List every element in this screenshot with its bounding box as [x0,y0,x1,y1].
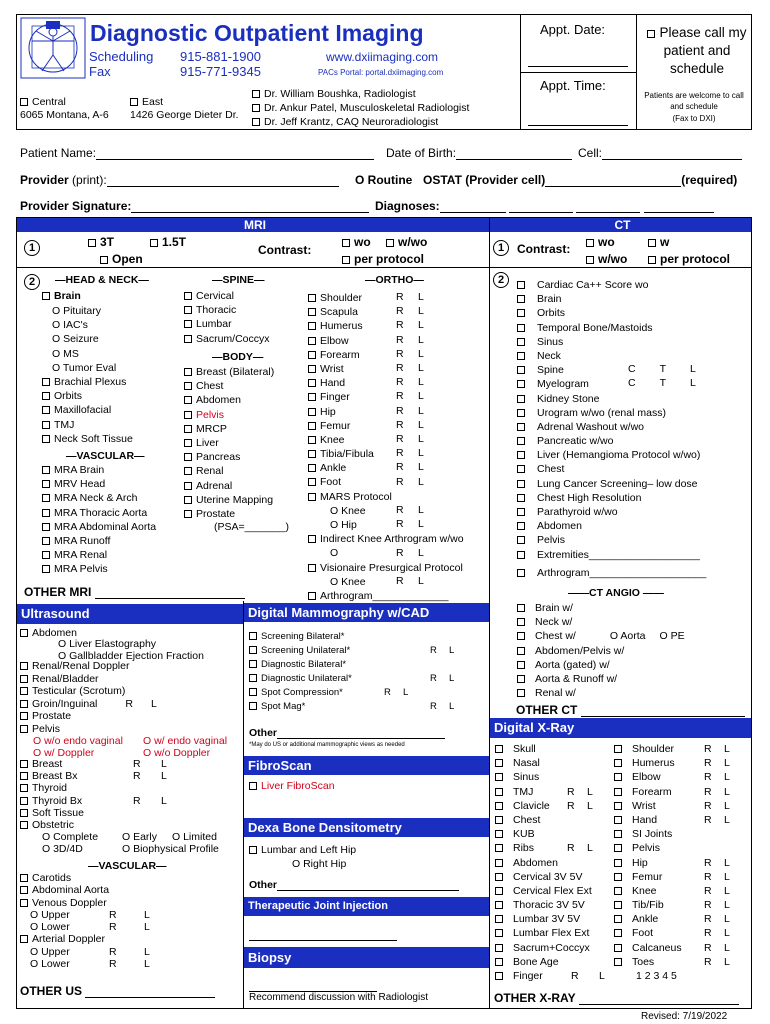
appt-time-label: Appt. Time: [540,78,606,93]
ct-angio-item[interactable]: Aorta (gated) w/ [517,658,685,672]
ortho-r-option[interactable]: R [396,319,404,332]
xray-item[interactable]: Shoulder R L [614,742,682,756]
xray-item[interactable]: Nasal [495,756,592,770]
vascular-item[interactable]: MRA Neck & Arch [42,491,156,505]
ct-item[interactable]: Abdomen [517,519,706,533]
us-item[interactable]: Prostate [20,710,157,723]
cell-field[interactable]: Cell: [578,146,742,160]
body-item[interactable]: Pelvis [184,408,274,422]
revised-date: Revised: 7/19/2022 [641,1011,728,1022]
scheduling-label: Scheduling [89,49,154,64]
ortho-item[interactable]: Elbow [308,334,464,348]
ortho-l-option[interactable]: L [418,305,424,318]
mri-vascular-heading: —VASCULAR— [66,450,145,462]
us-list-2 [20,758,167,831]
other-xray-field[interactable]: OTHER X-RAY [494,991,739,1005]
ortho-r-option[interactable]: R [396,305,404,318]
ortho-item[interactable]: Indirect Knee Arthrogram w/wo [308,532,464,546]
doctor-2[interactable]: Dr. Ankur Patel, Musculoskeletal Radiologist [252,102,469,114]
us-vasc-item[interactable]: Arterial Doppler [20,933,109,945]
spine-item[interactable]: Sacrum/Coccyx [184,332,270,346]
central-option[interactable]: Central [20,96,66,108]
ortho-item[interactable]: O Knee [330,504,366,517]
xray-item[interactable]: Ankle R L [614,912,682,926]
head-neck-heading: —HEAD & NECK— [55,274,149,286]
us-item[interactable]: Renal/Renal Doppler [20,660,157,673]
mri-contrast-wwo[interactable]: w/wo [386,235,427,249]
doctor-checkbox[interactable] [252,118,260,126]
ortho-l-option[interactable]: L [418,504,424,516]
mammo-item[interactable]: Diagnostic Unilateral* R L [249,672,352,686]
us-item[interactable]: Thyroid Bx R L [20,795,84,807]
mammo-list [249,630,455,714]
us-vasc-item[interactable]: O Lower R L [30,921,150,934]
mri-contrast-wo[interactable]: wo [342,235,371,249]
doctor-3[interactable]: Dr. Jeff Krantz, CAQ Neuroradiologist [252,116,438,128]
body-heading: —BODY— [212,351,264,363]
please-call-checkbox[interactable]: Please call my patient and schedule [645,24,749,78]
xray-item[interactable]: Tib/Fib R L [614,898,682,912]
ortho-l-option[interactable]: L [418,418,424,431]
ct-item[interactable]: Kidney Stone [517,392,706,406]
ortho-list [308,291,464,603]
ct-angio-item[interactable]: Neck w/ [517,615,685,629]
ct-wwo[interactable]: w/wo [586,252,627,266]
fax-label: Fax [89,64,111,79]
us-early[interactable]: O Early [122,831,158,843]
ortho-item[interactable]: O [330,547,339,560]
brain-sub-item[interactable]: O MS [52,347,79,360]
east-address: 1426 George Dieter Dr. [130,109,239,121]
ct-step-2: 2 [493,272,509,288]
provider-field[interactable]: Provider (print): [20,173,339,187]
central-checkbox[interactable] [20,98,28,106]
us-w-doppler[interactable]: O w/ Doppler [33,747,95,759]
ortho-r-option[interactable]: R [396,575,404,587]
ortho-item[interactable]: Humerus [308,319,464,333]
spine-item[interactable]: Lumbar [184,317,270,331]
ct-item[interactable]: Liver (Hemangioma Protocol w/wo) [517,448,706,462]
ct-item[interactable]: Arthrogram____________________ [517,566,706,580]
vascular-item[interactable]: MRA Runoff [42,534,156,548]
ortho-l-option[interactable]: L [418,461,424,474]
ortho-item[interactable]: O Knee [330,575,366,588]
liver-fibroscan[interactable]: Liver FibroScan [249,780,335,792]
ortho-item[interactable]: MARS Protocol [308,490,464,504]
xray-item[interactable]: Hand R L [614,813,682,827]
xray-item[interactable]: Lumbar 3V 5V [495,912,592,926]
us-list-1 [20,660,157,735]
ortho-item[interactable]: Foot [308,475,464,489]
xray-item[interactable]: Femur R L [614,870,682,884]
vascular-item[interactable]: MRA Renal [42,548,156,562]
ct-item[interactable]: Extremities___________________ [517,548,706,562]
ct-item[interactable]: Spine [517,363,706,377]
vascular-item[interactable]: MRV Head [42,477,156,491]
vascular-item[interactable]: MRA Abdominal Aorta [42,520,156,534]
xray-item[interactable]: Forearm R L [614,785,682,799]
spine-list [184,289,270,346]
xray-right-list [614,742,730,983]
xray-item[interactable]: Skull [495,742,592,756]
head-item[interactable]: Maxillofacial [42,403,133,417]
xray-item[interactable]: TMJ R L [495,785,592,799]
xray-toe-numbers[interactable]: 1 2 3 4 5 [636,970,677,982]
us-biophys[interactable]: O Biophysical Profile [122,843,219,855]
xray-item[interactable]: Chest [495,813,592,827]
spine-heading: —SPINE— [212,274,265,286]
fibroscan-header: FibroScan [244,756,489,775]
ct-per-protocol[interactable]: per protocol [648,252,730,266]
biopsy-recommend: Recommend discussion with Radiologist [249,992,428,1003]
tji-field[interactable] [249,940,397,941]
ct-w[interactable]: w [648,235,669,249]
ct-contrast-label: Contrast: [517,242,571,256]
xray-left-list [495,742,605,983]
ct-angio-item[interactable]: Brain w/ [517,601,685,615]
ortho-l-option[interactable]: L [418,291,424,303]
biopsy-header: Biopsy [244,947,489,968]
ortho-r-option[interactable]: R [396,390,404,403]
brain-sub-item[interactable]: O Tumor Eval [52,361,117,374]
doctor-checkbox[interactable] [252,104,260,112]
east-option[interactable]: East [130,96,163,108]
ortho-item[interactable]: Hip [308,405,464,419]
ortho-l-option[interactable]: L [418,319,424,332]
ortho-l-option[interactable]: L [418,333,424,346]
ct-list [517,278,706,580]
ortho-item[interactable]: Ankle [308,461,464,475]
ortho-l-option[interactable]: L [418,347,424,360]
xray-item[interactable]: Clavicle R L [495,799,592,813]
mammo-note: *May do US or additional mammographic views as needed [249,742,405,748]
ortho-r-option[interactable]: R [396,418,404,431]
us-3d4d[interactable]: O 3D/4D [42,843,83,855]
body-item[interactable]: Adrenal [184,479,274,493]
body-item[interactable]: Chest [184,379,274,393]
diagnoses-field[interactable]: Diagnoses: [375,199,714,213]
mri-open[interactable]: Open [100,252,143,266]
ortho-r-option[interactable]: R [396,504,404,516]
ct-item[interactable]: Myelogram [517,377,706,391]
mammo-item[interactable]: Screening Bilateral* [249,630,352,644]
dexa-lumbar[interactable]: Lumbar and Left Hip [249,844,356,856]
xray-item[interactable]: Lumbar Flex Ext [495,926,592,940]
mri-vascular-list [42,463,156,577]
vascular-item[interactable]: MRA Thoracic Aorta [42,506,156,520]
spine-item[interactable]: Cervical [184,289,270,303]
ct-angio-item[interactable]: Abdomen/Pelvis w/ [517,644,685,658]
ct-item[interactable]: Urogram w/wo (renal mass) [517,406,706,420]
mri-header: MRI [17,218,489,232]
ortho-item[interactable]: Finger [308,390,464,404]
us-item[interactable]: Soft Tissue [20,807,84,819]
us-item[interactable]: Groin/Inguinal R L [20,698,157,711]
logo [20,17,86,79]
us-wo-doppler[interactable]: O w/o Doppler [143,747,211,759]
us-w-endo[interactable]: O w/ endo vaginal [143,735,228,747]
us-gallbladder[interactable]: O Gallbladder Ejection Fraction [58,650,204,662]
ct-spine-ctl[interactable]: C T L [628,363,696,375]
ortho-l-option[interactable]: L [418,475,424,488]
us-wo-endo[interactable]: O w/o endo vaginal [33,735,123,747]
ct-item[interactable]: Lung Cancer Screening– low dose [517,477,706,491]
other-us-field[interactable]: OTHER US [20,984,215,998]
us-liver-elast[interactable]: O Liver Elastography [58,638,157,650]
other-ct-field[interactable]: OTHER CT [516,703,745,717]
routine-option[interactable]: O Routine [355,173,413,187]
brain-sub-item[interactable]: O Pituitary [52,305,102,317]
us-abdomen[interactable]: Abdomen [20,627,77,639]
us-vascular-heading: —VASCULAR— [88,860,167,872]
dexa-other-field[interactable]: Other [249,879,459,891]
us-vasc-item[interactable]: O Lower R L [30,958,150,971]
xray-item[interactable]: SI Joints [614,827,682,841]
spine-item[interactable]: Thoracic [184,303,270,317]
patient-name-field[interactable]: Patient Name: [20,146,374,160]
xray-item[interactable]: Cervical Flex Ext [495,884,592,898]
page-title: Diagnostic Outpatient Imaging [90,20,424,46]
ortho-item[interactable]: Scapula [308,305,464,319]
us-item[interactable]: Breast R L [20,758,84,770]
body-item[interactable]: Liver [184,436,274,450]
xray-item[interactable]: Pelvis [614,841,682,855]
ortho-l-option[interactable]: L [418,376,424,389]
ct-angio-list [517,601,685,700]
ortho-l-option[interactable]: L [418,546,424,559]
ortho-l-option[interactable]: L [418,433,424,445]
us-item[interactable]: Breast Bx R L [20,770,84,782]
ct-myelogram-ctl[interactable]: C T L [628,377,696,389]
ortho-item[interactable]: Wrist [308,362,464,376]
ortho-r-option[interactable]: R [396,347,404,360]
ortho-item[interactable]: Tibia/Fibula [308,447,464,461]
xray-item[interactable]: Knee R L [614,884,682,898]
central-address: 6065 Montana, A-6 [20,109,109,121]
scheduling-phone: 915-881-1900 [180,49,261,64]
ortho-l-option[interactable]: L [418,447,424,460]
head-item[interactable]: Orbits [42,389,133,403]
xray-item[interactable]: Thoracic 3V 5V [495,898,592,912]
xray-item[interactable]: Toes R L [614,955,682,969]
ct-item[interactable]: Sinus [517,335,706,349]
xray-item[interactable]: Ribs R L [495,841,592,855]
xray-item[interactable]: Bone Age [495,955,592,969]
ortho-r-option[interactable]: R [396,447,404,460]
fax-phone: 915-771-9345 [180,64,261,79]
ortho-r-option[interactable]: R [396,376,404,389]
xray-item[interactable]: Wrist R L [614,799,682,813]
mammo-item[interactable]: Spot Compression* R L [249,686,352,700]
ct-item[interactable]: Chest High Resolution [517,491,706,505]
east-checkbox[interactable] [130,98,138,106]
appt-date-label: Appt. Date: [540,22,606,37]
doctor-checkbox[interactable] [252,90,260,98]
ortho-r-option[interactable]: R [396,518,404,531]
ct-item[interactable]: Orbits [517,306,706,320]
mri-per-protocol[interactable]: per protocol [342,252,424,266]
ct-item[interactable]: Chest [517,462,706,476]
us-item[interactable]: Thyroid [20,782,84,794]
xray-item[interactable]: Abdomen [495,856,592,870]
ct-item[interactable]: Neck [517,349,706,363]
us-vasc-item[interactable]: Venous Doppler [20,897,109,909]
psa-field[interactable]: (PSA=_______) [214,521,290,533]
xray-item[interactable]: Elbow R L [614,770,682,784]
mammo-header: Digital Mammography w/CAD [244,603,489,622]
ct-item[interactable]: Brain [517,292,706,306]
head-item[interactable]: TMJ [42,418,133,432]
mri-3t[interactable]: 3T [88,235,114,249]
brain-sub-item[interactable]: O IAC's [52,319,88,332]
ortho-r-option[interactable]: R [396,475,404,488]
pacs-portal[interactable]: PACs Portal: portal.dxiimaging.com [318,68,444,77]
ortho-r-option[interactable]: R [396,546,404,559]
ct-item[interactable]: Cardiac Ca++ Score wo [517,278,706,292]
vascular-item[interactable]: MRA Brain [42,463,156,477]
ortho-l-option[interactable]: L [418,362,424,374]
ortho-r-option[interactable]: R [396,362,404,374]
head-item[interactable]: Brachial Plexus [42,375,133,389]
xray-item[interactable]: Calcaneus R L [614,941,682,955]
body-item[interactable]: Breast (Bilateral) [184,365,274,379]
brain-sub-list [52,304,116,375]
us-vasc-item[interactable]: Abdominal Aorta [20,884,109,896]
ct-angio-heading: ——CT ANGIO —— [568,587,664,599]
xray-item[interactable]: Foot R L [614,926,682,940]
fax-to-dxi: (Fax to DXI) [672,114,716,123]
tji-header: Therapeutic Joint Injection [244,897,489,916]
us-limited[interactable]: O Limited [172,831,217,843]
xray-item[interactable]: Cervical 3V 5V [495,870,592,884]
xray-item[interactable]: Humerus R L [614,756,682,770]
mammo-other-field[interactable]: Other [249,727,445,739]
mri-brain[interactable]: Brain [42,290,81,302]
ortho-l-option[interactable]: L [418,404,424,417]
body-list [184,365,274,521]
ortho-l-option[interactable]: L [418,518,424,531]
body-item[interactable]: Abdomen [184,393,274,407]
ortho-heading: —ORTHO— [365,274,424,286]
body-item[interactable]: Renal [184,464,274,478]
other-mri-field[interactable]: OTHER MRI [24,585,245,599]
website-link[interactable]: www.dxiimaging.com [326,50,439,64]
us-item[interactable]: Obstetric [20,819,84,831]
us-item[interactable]: Pelvis [20,723,157,736]
ortho-l-option[interactable]: L [418,390,424,403]
mri-15t[interactable]: 1.5T [150,235,186,249]
ortho-item[interactable]: Knee [308,433,464,447]
ct-item[interactable]: Pancreatic w/wo [517,434,706,448]
ct-angio-item[interactable]: Chest w/ O Aorta O PE [517,629,685,643]
xray-header: Digital X-Ray [490,718,751,738]
mammo-item[interactable]: Spot Mag* R L [249,700,352,714]
mammo-item[interactable]: Diagnostic Bilateral* [249,658,352,672]
ortho-item[interactable]: Hand [308,376,464,390]
head-item[interactable]: Neck Soft Tissue [42,432,133,446]
dexa-header: Dexa Bone Densitometry [244,818,489,837]
ortho-r-option[interactable]: R [396,433,404,445]
ct-item[interactable]: Adrenal Washout w/wo [517,420,706,434]
signature-field[interactable]: Provider Signature: [20,199,369,213]
us-vascular-list [20,872,150,971]
welcome-note: Patients are welcome to call and schedule [644,91,744,111]
ortho-item[interactable]: Shoulder [308,291,464,305]
appt-time-field[interactable] [528,125,628,126]
xray-item[interactable]: Sinus [495,770,592,784]
ortho-item[interactable]: Arthrogram_____________ [308,589,464,603]
stat-option[interactable]: OSTAT (Provider cell) (required) [423,173,738,187]
ct-item[interactable]: Pelvis [517,533,706,547]
head-items-list [42,375,133,446]
ortho-item[interactable]: Visionaire Presurgical Protocol [308,561,464,575]
mri-contrast-label: Contrast: [258,243,312,257]
ortho-item[interactable]: Forearm [308,348,464,362]
ortho-r-option[interactable]: R [396,333,404,346]
ct-step-1: 1 [493,240,509,256]
ortho-r-option[interactable]: R [396,404,404,417]
xray-item[interactable]: Finger R L [495,969,592,983]
dob-field[interactable]: Date of Birth: [386,146,572,160]
xray-item[interactable]: Sacrum+Coccyx [495,941,592,955]
ct-wo[interactable]: wo [586,235,615,249]
ortho-l-option[interactable]: L [418,575,424,587]
us-item[interactable]: Testicular (Scrotum) [20,685,157,698]
ct-angio-item[interactable]: Aorta & Runoff w/ [517,672,685,686]
vascular-item[interactable]: MRA Pelvis [42,562,156,576]
body-item[interactable]: Pancreas [184,450,274,464]
ortho-item[interactable]: O Hip [330,519,357,531]
mri-step-1: 1 [24,240,40,256]
body-item[interactable]: MRCP [184,422,274,436]
us-vasc-item[interactable]: O Upper R L [30,945,150,958]
body-item[interactable]: Uterine Mapping [184,493,274,507]
xray-item[interactable]: KUB [495,827,592,841]
brain-sub-item[interactable]: O Seizure [52,333,99,346]
ct-item[interactable]: Parathyroid w/wo [517,505,706,519]
us-vasc-item[interactable]: Carotids [20,872,109,884]
us-item[interactable]: Renal/Bladder [20,673,157,686]
appt-date-field[interactable] [528,66,628,67]
us-vasc-item[interactable]: O Upper R L [30,908,150,921]
ortho-r-option[interactable]: R [396,291,404,303]
ct-angio-item[interactable]: Renal w/ [517,686,685,700]
ct-header: CT [490,218,751,232]
ct-item[interactable]: Temporal Bone/Mastoids [517,321,706,335]
mammo-item[interactable]: Screening Unilateral* R L [249,644,352,658]
xray-item[interactable]: Hip R L [614,856,682,870]
mri-step-2: 2 [24,274,40,290]
ortho-r-option[interactable]: R [396,461,404,474]
ortho-item[interactable]: Femur [308,419,464,433]
body-item[interactable]: Prostate [184,507,274,521]
dexa-right-hip[interactable]: O Right Hip [292,858,347,870]
doctor-1[interactable]: Dr. William Boushka, Radiologist [252,88,416,100]
ultrasound-header: Ultrasound [17,604,243,624]
us-complete[interactable]: O Complete [42,831,99,843]
